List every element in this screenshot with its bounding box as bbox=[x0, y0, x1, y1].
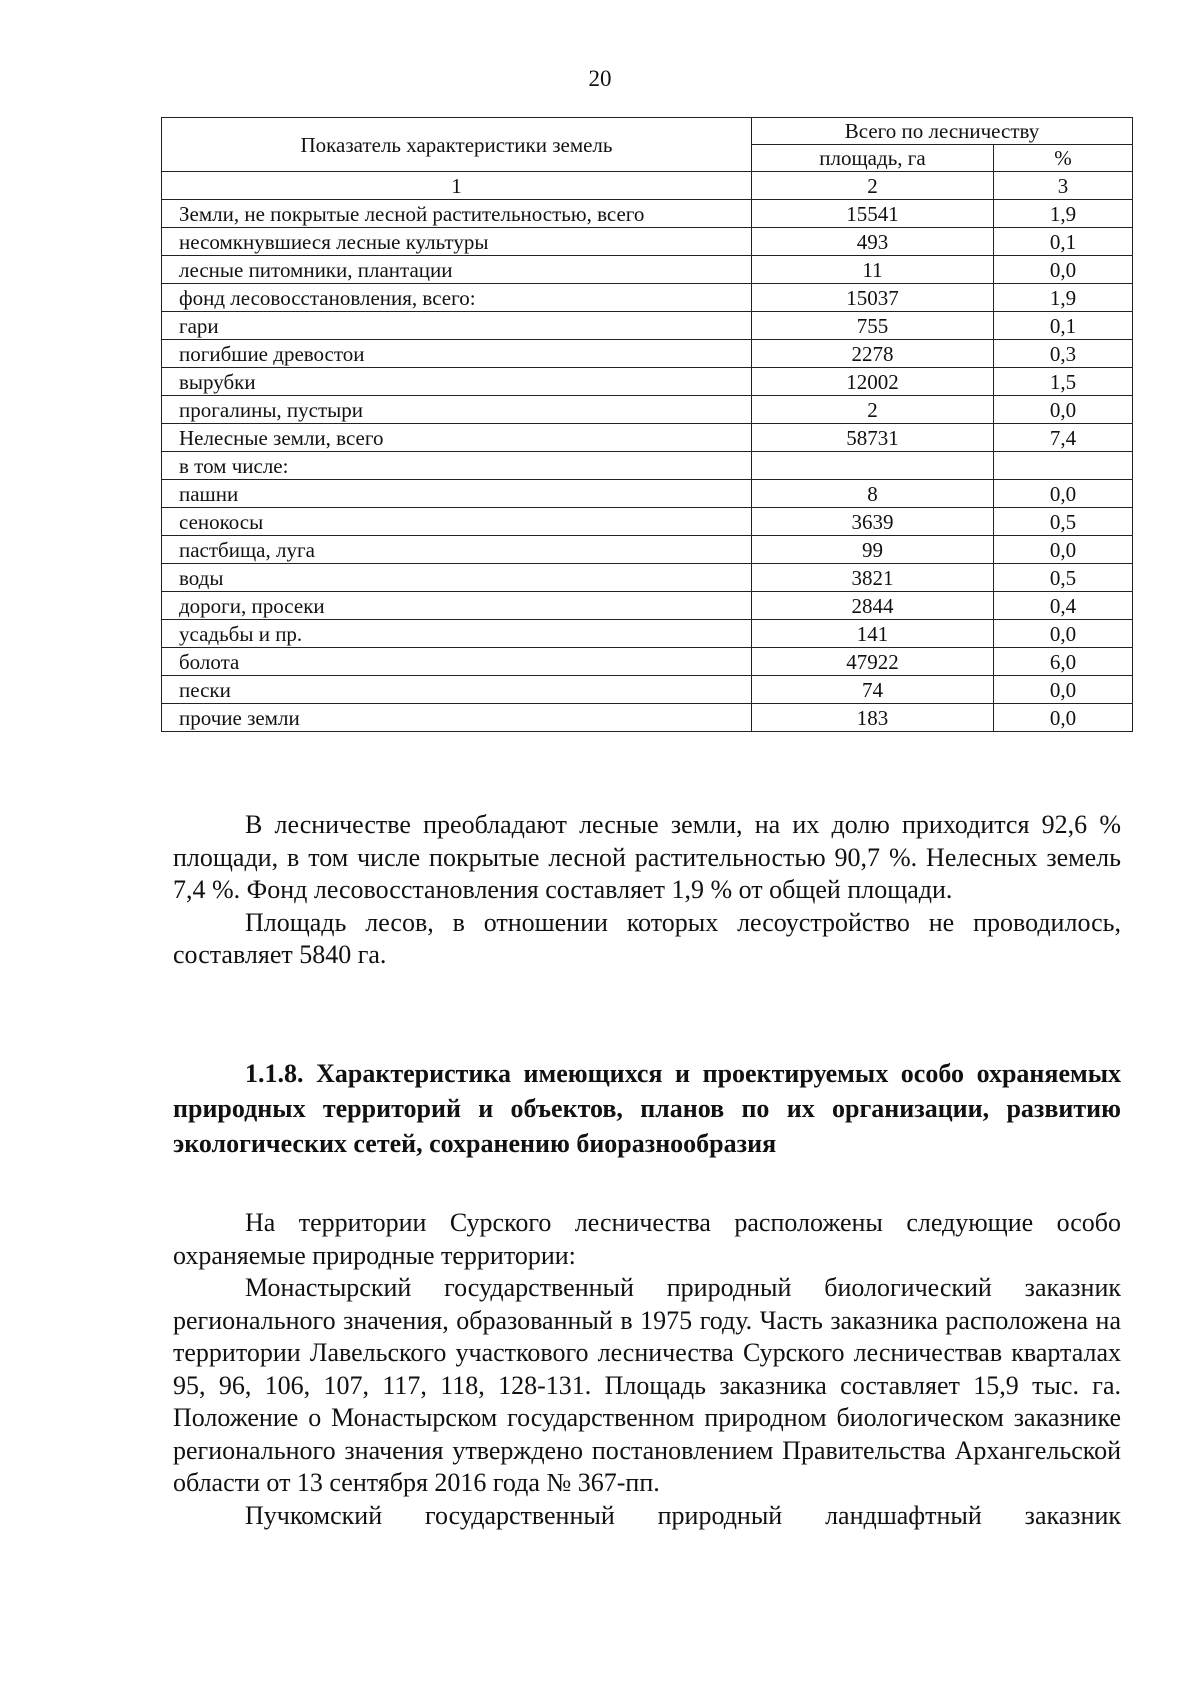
row-percent: 1,5 bbox=[994, 368, 1133, 396]
table-row bbox=[162, 368, 1133, 396]
row-area: 2 bbox=[752, 396, 994, 424]
row-percent: 0,4 bbox=[994, 592, 1133, 620]
table-row bbox=[162, 424, 1133, 452]
table-row bbox=[162, 676, 1133, 704]
row-label: пашни bbox=[162, 480, 752, 508]
column-number-3: 3 bbox=[994, 172, 1133, 200]
row-area bbox=[752, 452, 994, 480]
row-area: 58731 bbox=[752, 424, 994, 452]
row-label: прочие земли bbox=[162, 704, 752, 732]
row-percent: 0,3 bbox=[994, 340, 1133, 368]
row-area: 2844 bbox=[752, 592, 994, 620]
row-label: гари bbox=[162, 312, 752, 340]
row-percent: 0,0 bbox=[994, 620, 1133, 648]
row-label: несомкнувшиеся лесные культуры bbox=[162, 228, 752, 256]
row-label: дороги, просеки bbox=[162, 592, 752, 620]
row-label: болота bbox=[162, 648, 752, 676]
page-number: 20 bbox=[588, 66, 612, 91]
row-area: 3639 bbox=[752, 508, 994, 536]
row-label: усадьбы и пр. bbox=[162, 620, 752, 648]
row-label: в том числе: bbox=[162, 452, 752, 480]
table-row bbox=[162, 256, 1133, 284]
row-label: прогалины, пустыри bbox=[162, 396, 752, 424]
row-area: 12002 bbox=[752, 368, 994, 396]
row-area: 2278 bbox=[752, 340, 994, 368]
table-row bbox=[162, 340, 1133, 368]
table-row bbox=[162, 200, 1133, 228]
text-block-2 bbox=[173, 1207, 1121, 1565]
row-percent: 0,0 bbox=[994, 536, 1133, 564]
table-row bbox=[162, 228, 1133, 256]
table-row bbox=[162, 592, 1133, 620]
row-label: Нелесные земли, всего bbox=[162, 424, 752, 452]
row-label: пастбища, луга bbox=[162, 536, 752, 564]
row-label: погибшие древостои bbox=[162, 340, 752, 368]
table-row bbox=[162, 396, 1133, 424]
row-area: 15037 bbox=[752, 284, 994, 312]
row-area: 11 bbox=[752, 256, 994, 284]
header-area: площадь, га bbox=[752, 145, 994, 172]
row-label: Земли, не покрытые лесной растительностью, всего bbox=[162, 200, 752, 228]
row-area: 74 bbox=[752, 676, 994, 704]
header-percent: % bbox=[994, 145, 1133, 172]
row-area: 141 bbox=[752, 620, 994, 648]
table-row bbox=[162, 536, 1133, 564]
table-row bbox=[162, 508, 1133, 536]
table-row bbox=[162, 564, 1133, 592]
column-number-2: 2 bbox=[752, 172, 994, 200]
row-percent: 0,0 bbox=[994, 480, 1133, 508]
header-group: Всего по лесничеству bbox=[752, 118, 1133, 145]
row-label: воды bbox=[162, 564, 752, 592]
table-row bbox=[162, 480, 1133, 508]
table-row bbox=[162, 704, 1133, 732]
row-area: 183 bbox=[752, 704, 994, 732]
paragraph-puchkomsky-reserve: Пучкомский государственный природный ландшафтный заказник bbox=[245, 1500, 1121, 1530]
table-row bbox=[162, 620, 1133, 648]
row-percent: 0,0 bbox=[994, 676, 1133, 704]
row-area: 3821 bbox=[752, 564, 994, 592]
row-area: 47922 bbox=[752, 648, 994, 676]
row-percent: 0,0 bbox=[994, 396, 1133, 424]
row-percent: 1,9 bbox=[994, 200, 1133, 228]
header-main: Показатель характеристики земель bbox=[162, 118, 752, 172]
row-label: вырубки bbox=[162, 368, 752, 396]
text-block-1 bbox=[173, 809, 1121, 972]
paragraph-unmanaged-area: Площадь лесов, в отношении которых лесоустройство не проводилось, составляет 5840 га. bbox=[173, 907, 1121, 969]
row-percent: 0,1 bbox=[994, 312, 1133, 340]
table-row bbox=[162, 312, 1133, 340]
section-heading: 1.1.8. Характеристика имеющихся и проектируемых особо охраняемых природных территорий и объектов, планов по их организации, развитию экологических сетей, сохранению биоразнообразия bbox=[173, 1059, 1121, 1158]
table-row bbox=[162, 452, 1133, 480]
row-percent: 0,0 bbox=[994, 704, 1133, 732]
row-percent: 0,0 bbox=[994, 256, 1133, 284]
row-label: лесные питомники, плантации bbox=[162, 256, 752, 284]
row-area: 99 bbox=[752, 536, 994, 564]
column-number-1: 1 bbox=[162, 172, 752, 200]
paragraph-protected-territories: На территории Сурского лесничества расположены следующие особо охраняемые природные территории: bbox=[173, 1208, 1121, 1270]
row-area: 15541 bbox=[752, 200, 994, 228]
row-percent: 0,5 bbox=[994, 564, 1133, 592]
row-area: 755 bbox=[752, 312, 994, 340]
row-label: фонд лесовосстановления, всего: bbox=[162, 284, 752, 312]
row-percent: 0,5 bbox=[994, 508, 1133, 536]
row-percent: 0,1 bbox=[994, 228, 1133, 256]
row-percent: 6,0 bbox=[994, 648, 1133, 676]
row-area: 8 bbox=[752, 480, 994, 508]
row-percent: 1,9 bbox=[994, 284, 1133, 312]
row-area: 493 bbox=[752, 228, 994, 256]
land-characteristics-table bbox=[161, 117, 1133, 732]
row-percent: 7,4 bbox=[994, 424, 1133, 452]
paragraph-forest-lands: В лесничестве преобладают лесные земли, на их долю приходится 92,6 % площади, в том числе покрытые лесной растительностью 90,7 %. Нелесных земель 7,4 %. Фонд лесовосстановления составляет 1,9 % от общей площади. bbox=[173, 810, 1121, 904]
row-label: пески bbox=[162, 676, 752, 704]
row-percent bbox=[994, 452, 1133, 480]
row-label: сенокосы bbox=[162, 508, 752, 536]
table-row bbox=[162, 648, 1133, 676]
table-row bbox=[162, 284, 1133, 312]
paragraph-monastyrsky-reserve: Монастырский государственный природный биологический заказник регионального значения, образованный в 1975 году. Часть заказника расположена на территории Лавельского участкового лесничества Сурского лесничествав кварталах 95, 96, 106, 107, 117, 118, 128-131. Площадь заказника составляет 15,9 тыс. га. Положение о Монастырском государственном природном биологическом заказнике регионального значения утверждено постановлением Правительства Архангельской области от 13 сентября 2016 года № 367-пп. bbox=[173, 1273, 1121, 1497]
